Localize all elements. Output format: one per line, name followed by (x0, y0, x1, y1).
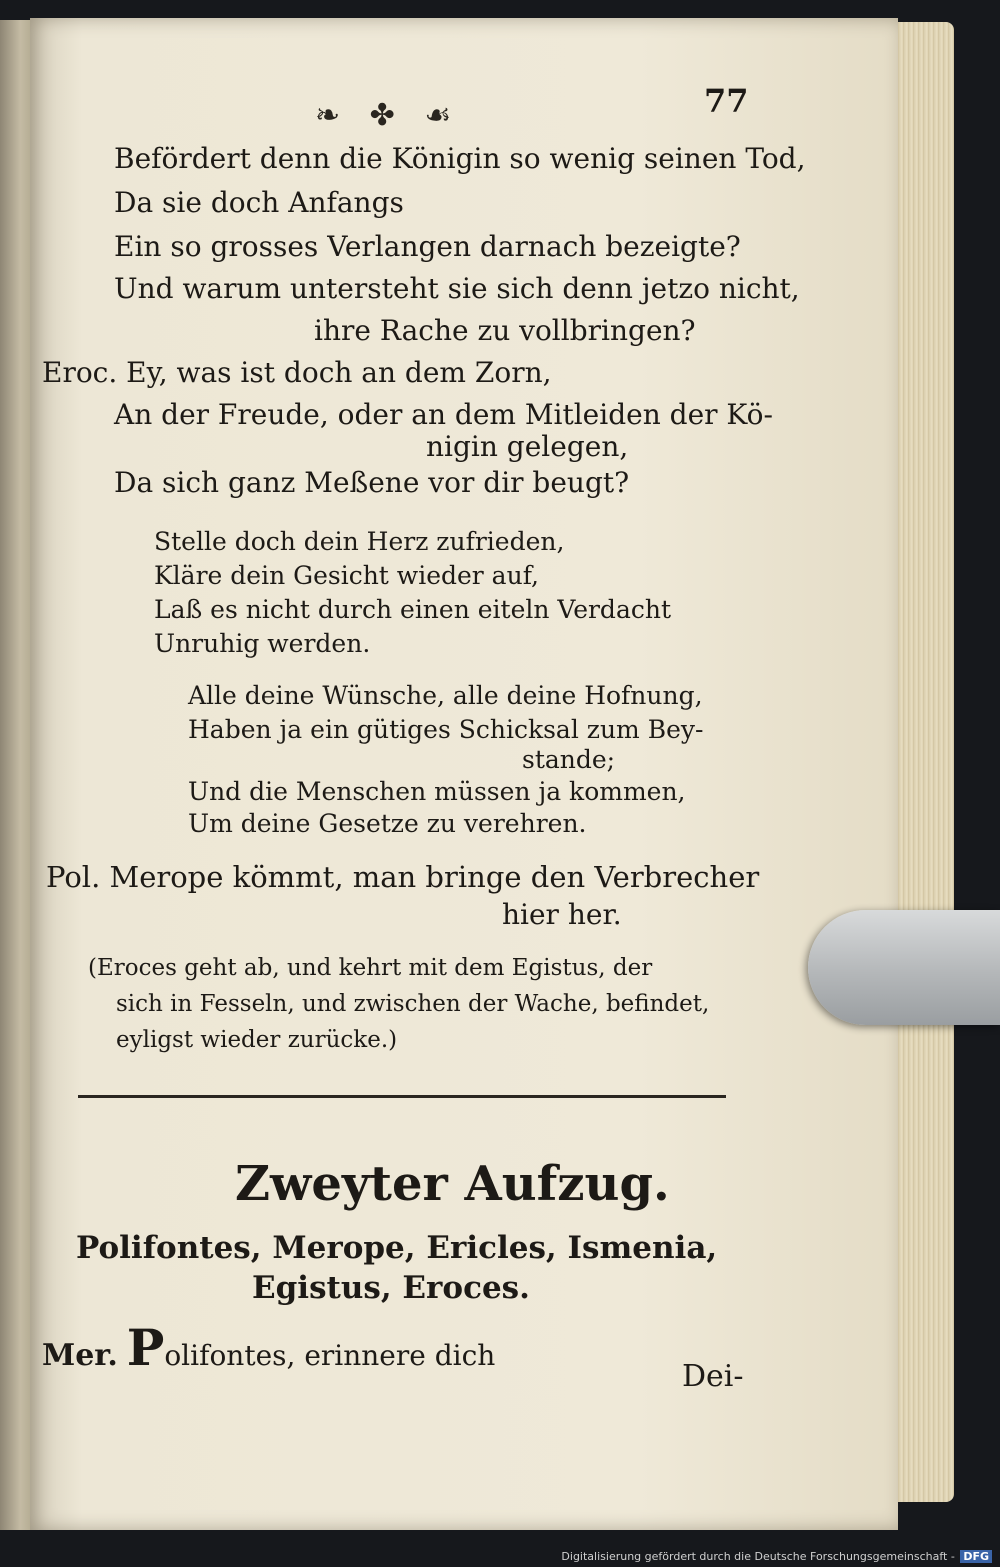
verse-line: stande; (522, 745, 616, 774)
verse-line: Haben ja ein gütiges Schicksal zum Bey- (188, 715, 704, 744)
left-page-edge (0, 20, 34, 1530)
text-line: olifontes, erinnere dich (164, 1339, 496, 1372)
verse-line: Um deine Gesetze zu verehren. (188, 809, 587, 838)
verse-line: Kläre dein Gesicht wieder auf, (154, 561, 539, 590)
text-line: Da sich ganz Meßene vor dir beugt? (114, 466, 630, 499)
stage-direction: sich in Fesseln, und zwischen der Wache, befindet, (116, 991, 710, 1017)
text-line: Da sie doch Anfangs (114, 186, 404, 219)
text-line: Ein so grosses Verlangen darnach bezeigte? (114, 230, 741, 263)
text-line: An der Freude, oder an dem Mitleiden der Kö- (114, 398, 773, 431)
divider-rule (78, 1095, 726, 1098)
catchword: Dei- (682, 1359, 744, 1394)
text-line: Und warum untersteht sie sich denn jetzo nicht, (114, 272, 800, 305)
act-title: Zweyter Aufzug. (235, 1156, 670, 1212)
verse-line: Laß es nicht durch einen eiteln Verdacht (154, 595, 671, 624)
text-line: nigin gelegen, (426, 430, 629, 463)
text-line: hier her. (502, 898, 622, 931)
speaker-name: Mer. (42, 1338, 118, 1373)
speaker-line: Pol. Merope kömmt, man bringe den Verbrecher (46, 860, 760, 894)
verse-line: Alle deine Wünsche, alle deine Hofnung, (188, 681, 703, 710)
stage-direction: (Eroces geht ab, und kehrt mit dem Egistus, der (88, 955, 653, 981)
speaker-line: Eroc. Ey, was ist doch an dem Zorn, (42, 356, 552, 389)
text-line: Befördert denn die Königin so wenig seinen Tod, (114, 142, 806, 175)
footer (0, 1547, 1000, 1567)
verse-line: Stelle doch dein Herz zufrieden, (154, 527, 565, 556)
book-page (30, 18, 898, 1530)
verse-line: Unruhig werden. (154, 629, 371, 658)
stage-direction: eyligst wieder zurücke.) (116, 1027, 398, 1053)
footer-text: Digitalisierung gefördert durch die Deutsche Forschungsgemeinschaft - (561, 1550, 955, 1563)
cast-list: Polifontes, Merope, Ericles, Ismenia, (76, 1230, 718, 1266)
speaker-line (42, 1320, 495, 1376)
dfg-logo: DFG (960, 1550, 992, 1563)
text-line: ihre Rache zu vollbringen? (314, 314, 696, 347)
cast-list: Egistus, Eroces. (252, 1270, 530, 1306)
page-clip (808, 910, 1000, 1025)
initial-letter: P (126, 1318, 165, 1377)
page-number: 77 (704, 82, 749, 120)
ornament: ❧ ✤ ☙ (315, 98, 462, 133)
verse-line: Und die Menschen müssen ja kommen, (188, 777, 686, 806)
